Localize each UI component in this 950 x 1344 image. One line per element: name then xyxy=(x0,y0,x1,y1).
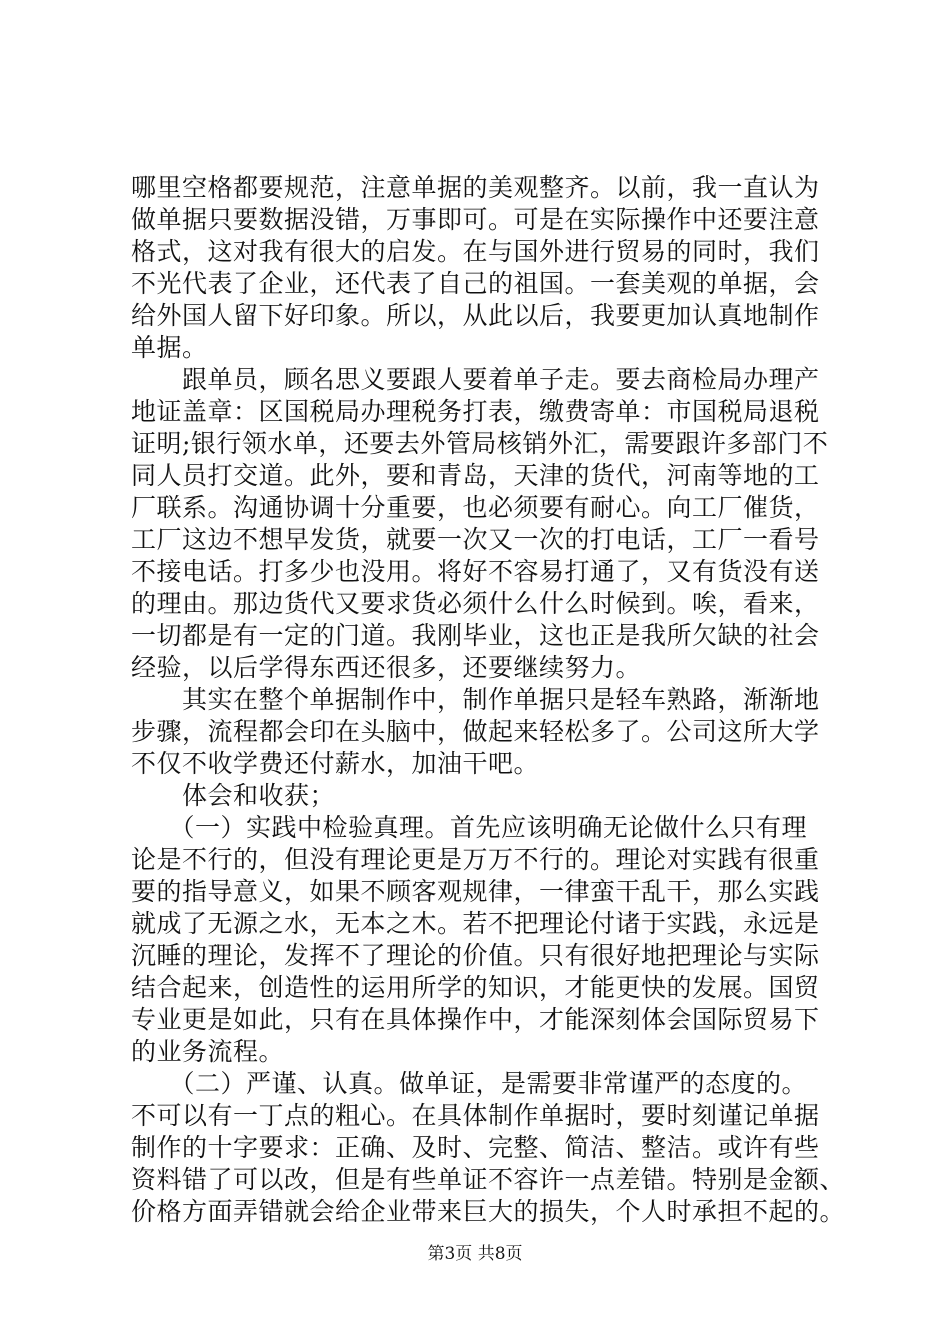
text-line: 制作的十字要求：正确、及时、完整、简洁、整洁。或许有些 xyxy=(131,1133,820,1162)
text-line: 给外国人留下好印象。所以，从此以后，我要更加认真地制作 xyxy=(131,301,820,330)
document-body xyxy=(131,172,846,1228)
text-line: 不接电话。打多少也没用。将好不容易打通了，又有货没有送 xyxy=(131,557,820,586)
text-line: 厂联系。沟通协调十分重要，也必须要有耐心。向工厂催货， xyxy=(131,493,820,522)
text-line: 的业务流程。 xyxy=(131,1037,285,1066)
text-line: 不光代表了企业，还代表了自己的祖国。一套美观的单据，会 xyxy=(131,269,820,298)
text-line: 地证盖章：区国税局办理税务打表，缴费寄单：市国税局退税 xyxy=(131,397,820,426)
text-line: 同人员打交道。此外，要和青岛，天津的货代，河南等地的工 xyxy=(131,461,820,490)
text-line: 格式，这对我有很大的启发。在与国外进行贸易的同时，我们 xyxy=(131,237,820,266)
text-line: 不可以有一丁点的粗心。在具体制作单据时，要时刻谨记单据 xyxy=(131,1101,820,1130)
text-line: 一切都是有一定的门道。我刚毕业，这也正是我所欠缺的社会 xyxy=(131,621,820,650)
text-line: 跟单员，顾名思义要跟人要着单子走。要去商检局办理产 xyxy=(131,365,820,394)
text-line: 的理由。那边货代又要求货必须什么什么时候到。唉，看来， xyxy=(131,589,820,618)
text-line: 就成了无源之水，无本之木。若不把理论付诸于实践，永远是 xyxy=(131,909,820,938)
text-line: 其实在整个单据制作中，制作单据只是轻车熟路，渐渐地 xyxy=(131,685,820,714)
text-line: 单据。 xyxy=(131,333,208,362)
text-line: 价格方面弄错就会给企业带来巨大的损失，个人时承担不起的。 xyxy=(131,1197,846,1226)
text-line: 证明;银行领水单，还要去外管局核销外汇，需要跟许多部门不 xyxy=(131,429,829,458)
text-line: （二）严谨、认真。做单证，是需要非常谨严的态度的。 xyxy=(131,1069,808,1098)
section-heading: 体会和收获； xyxy=(131,781,336,810)
text-line: 做单据只要数据没错，万事即可。可是在实际操作中还要注意 xyxy=(131,205,820,234)
text-line: 沉睡的理论，发挥不了理论的价值。只有很好地把理论与实际 xyxy=(131,941,820,970)
text-line: 经验，以后学得东西还很多，还要继续努力。 xyxy=(131,653,642,682)
text-line: 要的指导意义，如果不顾客观规律，一律蛮干乱干，那么实践 xyxy=(131,877,820,906)
text-line: 结合起来，创造性的运用所学的知识，才能更快的发展。国贸 xyxy=(131,973,820,1002)
text-line: 步骤，流程都会印在头脑中，做起来轻松多了。公司这所大学 xyxy=(131,717,820,746)
page-number-footer: 第3页 共8页 xyxy=(427,1244,523,1264)
text-line: 工厂这边不想早发货，就要一次又一次的打电话，工厂一看号 xyxy=(131,525,820,554)
text-line: 不仅不收学费还付薪水，加油干吧。 xyxy=(131,749,540,778)
text-line: 资料错了可以改，但是有些单证不容许一点差错。特别是金额、 xyxy=(131,1165,846,1194)
text-line: （一）实践中检验真理。首先应该明确无论做什么只有理 xyxy=(131,813,808,842)
text-line: 哪里空格都要规范，注意单据的美观整齐。以前，我一直认为 xyxy=(131,173,820,202)
text-line: 论是不行的，但没有理论更是万万不行的。理论对实践有很重 xyxy=(131,845,820,874)
text-line: 专业更是如此，只有在具体操作中，才能深刻体会国际贸易下 xyxy=(131,1005,820,1034)
